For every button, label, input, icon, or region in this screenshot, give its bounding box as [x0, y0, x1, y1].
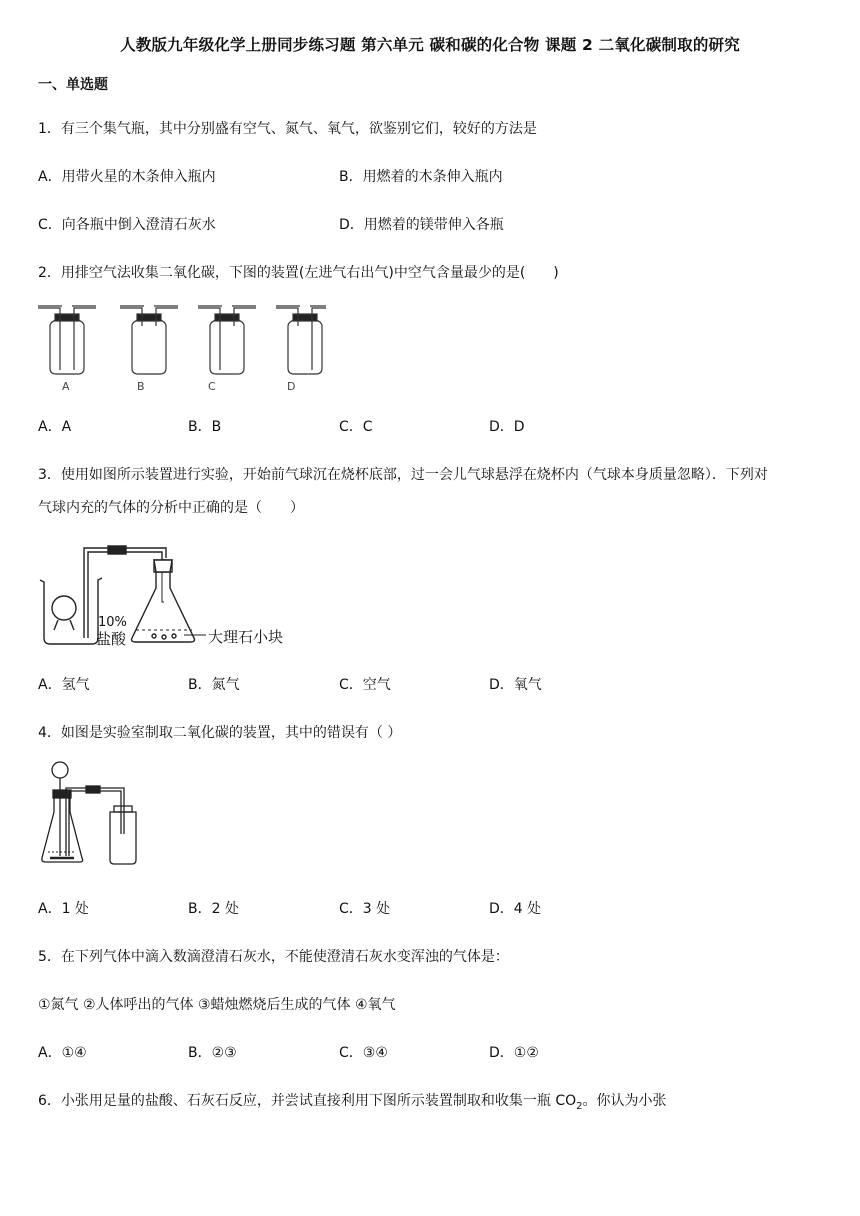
q4-option-d[interactable]: D．4 处: [489, 901, 542, 917]
balloon-icon: [52, 596, 76, 620]
q2-stem: 2．用排空气法收集二氧化碳，下图的装置(左进气右出气)中空气含量最少的是( ): [38, 265, 559, 281]
q5-option-d[interactable]: D．①②: [489, 1045, 539, 1061]
bottle-d-icon: [276, 306, 326, 374]
q3-option-c[interactable]: C．空气: [339, 677, 391, 693]
q2-option-c[interactable]: C．C: [339, 419, 373, 435]
flask-icon: [42, 796, 83, 862]
fig-acid-label: 盐酸: [96, 630, 127, 648]
q2-option-d[interactable]: D．D: [489, 419, 525, 435]
q5-stem: 5．在下列气体中滴入数滴澄清石灰水，不能使澄清石灰水变浑浊的气体是：: [38, 949, 509, 965]
q3-option-a[interactable]: A．氢气: [38, 677, 90, 693]
q4-stem: 4．如图是实验室制取二氧化碳的装置，其中的错误有（ ）: [38, 725, 402, 741]
q1-option-a[interactable]: A．用带火星的木条伸入瓶内: [38, 169, 216, 185]
q2-bottles-figure: [36, 300, 326, 396]
q1-option-b[interactable]: B．用燃着的木条伸入瓶内: [339, 169, 503, 185]
q3-stem-line2: 气球内充的气体的分析中正确的是（ ）: [38, 500, 304, 516]
q4-apparatus-figure: [36, 760, 156, 870]
page-title: 人教版九年级化学上册同步练习题 第六单元 碳和碳的化合物 课题 2 二氧化碳制取的研究: [120, 36, 740, 54]
fig-label-a: A: [62, 380, 70, 393]
q6-stem-post: 。你认为小张: [582, 1093, 667, 1109]
q3-apparatus-figure: [36, 538, 306, 650]
fig-marble-label: 大理石小块: [208, 628, 284, 646]
q3-option-b[interactable]: B．氮气: [188, 677, 240, 693]
q5-option-a[interactable]: A．①④: [38, 1045, 87, 1061]
q1-option-c[interactable]: C．向各瓶中倒入澄清石灰水: [38, 217, 216, 233]
fig-conc-label: 10%: [98, 615, 127, 630]
q2-option-b[interactable]: B．B: [188, 419, 222, 435]
q5-option-c[interactable]: C．③④: [339, 1045, 388, 1061]
q2-option-a[interactable]: A．A: [38, 419, 72, 435]
section-heading: 一、单选题: [38, 77, 108, 93]
beaker-icon: [40, 578, 102, 644]
q5-option-b[interactable]: B．②③: [188, 1045, 237, 1061]
gas-jar-icon: [110, 812, 136, 864]
q6-stem-pre: 6．小张用足量的盐酸、石灰石反应，并尝试直接利用下图所示装置制取和收集一瓶 CO: [38, 1093, 577, 1109]
conical-flask-icon: [132, 572, 195, 642]
fig-label-b: B: [137, 380, 145, 393]
q1-stem: 1．有三个集气瓶，其中分别盛有空气、氮气、氧气，欲鉴别它们，较好的方法是: [38, 121, 537, 137]
fig-label-c: C: [208, 380, 216, 393]
q5-items: ①氮气 ②人体呼出的气体 ③蜡烛燃烧后生成的气体 ④氧气: [38, 997, 396, 1013]
bottle-c-icon: [198, 306, 256, 374]
fig-label-d: D: [287, 380, 296, 393]
funnel-icon: [52, 762, 68, 778]
q6-stem: [38, 1090, 667, 1112]
q1-option-d[interactable]: D．用燃着的镁带伸入各瓶: [339, 217, 504, 233]
q4-option-b[interactable]: B．2 处: [188, 901, 239, 917]
bottle-a-icon: [38, 306, 96, 374]
q6-stem-sub: 2: [576, 1100, 583, 1112]
q3-stem-line1: 3．使用如图所示装置进行实验，开始前气球沉在烧杯底部，过一会儿气球悬浮在烧杯内（气球本身质量忽略）．下列对: [38, 467, 768, 483]
q3-option-d[interactable]: D．氧气: [489, 677, 542, 693]
q4-option-c[interactable]: C．3 处: [339, 901, 391, 917]
q4-option-a[interactable]: A．1 处: [38, 901, 89, 917]
bottle-b-icon: [120, 306, 178, 374]
